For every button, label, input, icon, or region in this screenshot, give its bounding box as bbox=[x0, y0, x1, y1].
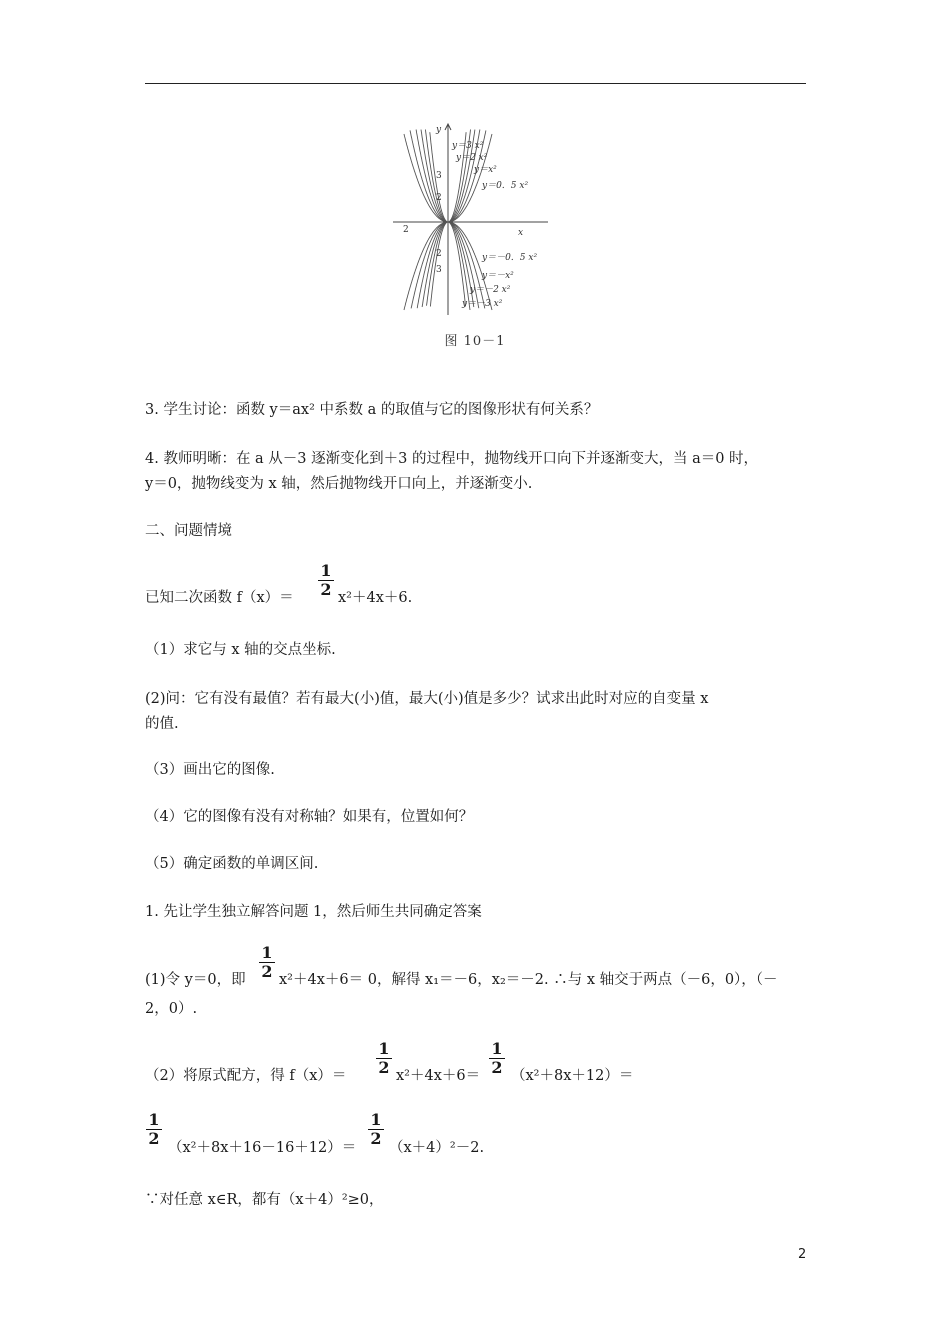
question-1: （1）求它与 x 轴的交点坐标. bbox=[145, 642, 336, 658]
label-top-1: y＝2 x² bbox=[456, 153, 488, 163]
frac-den: 2 bbox=[491, 1058, 503, 1077]
answer-1-pre: (1)令 y＝0，即 bbox=[145, 972, 246, 988]
answer-4: ∵对任意 x∈R，都有（x＋4）²≥0， bbox=[145, 1192, 384, 1208]
fraction-half bbox=[146, 1112, 162, 1147]
para-3: 3. 学生讨论：函数 y＝ax² 中系数 a 的取值与它的图像形状有何关系？ bbox=[145, 402, 599, 418]
frac-num: 1 bbox=[148, 1110, 160, 1129]
question-2a: (2)问：它有没有最值？若有最大(小)值，最大(小)值是多少？试求出此时对应的自变量 x bbox=[145, 691, 709, 707]
label-bot-0: y＝－0．5 x² bbox=[482, 253, 538, 263]
tick-xn2: 2 bbox=[403, 225, 409, 235]
page-number: 2 bbox=[798, 1247, 807, 1262]
parabola-figure bbox=[388, 120, 563, 320]
step-1: 1. 先让学生独立解答问题 1，然后师生共同确定答案 bbox=[145, 904, 482, 920]
answer-2-post: （x²＋8x＋12）＝ bbox=[511, 1068, 634, 1084]
tick-yn3: 3 bbox=[436, 265, 442, 275]
fraction-half bbox=[368, 1112, 384, 1147]
fraction-half bbox=[259, 945, 275, 980]
frac-den: 2 bbox=[261, 962, 273, 981]
para-4b: y＝0，抛物线变为 x 轴，然后抛物线开口向上，并逐渐变小. bbox=[145, 476, 533, 492]
given-pre: 已知二次函数 f（x）＝ bbox=[145, 590, 294, 606]
fraction-half bbox=[489, 1041, 505, 1076]
x-axis-label: x bbox=[518, 228, 524, 238]
frac-num: 1 bbox=[378, 1039, 390, 1058]
question-4: （4）它的图像有没有对称轴？如果有，位置如何？ bbox=[145, 809, 474, 825]
tick-y3: 3 bbox=[436, 171, 442, 181]
para-4a: 4. 教师明晰：在 a 从－3 逐渐变化到＋3 的过程中，抛物线开口向下并逐渐变大，当 a＝0 时， bbox=[145, 451, 759, 467]
fraction-half bbox=[376, 1041, 392, 1076]
fraction-half bbox=[318, 563, 334, 598]
answer-2-pre: （2）将原式配方，得 f（x）＝ bbox=[145, 1068, 347, 1084]
answer-3-mid: （x²＋8x＋16－16＋12）＝ bbox=[168, 1140, 357, 1156]
label-bot-1: y＝－x² bbox=[482, 271, 514, 281]
answer-1b: 2，0）. bbox=[145, 1001, 198, 1017]
label-top-3: y＝0．5 x² bbox=[482, 181, 529, 191]
frac-num: 1 bbox=[370, 1110, 382, 1129]
label-top-2: y＝x² bbox=[474, 165, 497, 175]
section-heading: 二、问题情境 bbox=[145, 523, 232, 539]
answer-2-mid: x²＋4x＋6＝ bbox=[396, 1068, 481, 1084]
question-3: （3）画出它的图像. bbox=[145, 762, 275, 778]
given-post: x²＋4x＋6. bbox=[338, 590, 413, 606]
question-5: （5）确定函数的单调区间. bbox=[145, 856, 319, 872]
tick-yn2: 2 bbox=[436, 249, 442, 259]
frac-den: 2 bbox=[320, 580, 332, 599]
label-top-0: y＝3 x² bbox=[452, 141, 484, 151]
figure-caption: 图 10－1 bbox=[444, 334, 506, 349]
y-axis-label: y bbox=[436, 125, 442, 135]
label-bot-2: y＝－2 x² bbox=[470, 285, 511, 295]
answer-1-post: x²＋4x＋6＝ 0，解得 x₁＝－6，x₂＝－2. ∴与 x 轴交于两点（－6，0），（－ bbox=[279, 972, 778, 988]
header-rule bbox=[145, 83, 806, 84]
frac-num: 1 bbox=[261, 943, 273, 962]
tick-y2: 2 bbox=[436, 193, 442, 203]
frac-den: 2 bbox=[370, 1129, 382, 1148]
frac-num: 1 bbox=[491, 1039, 503, 1058]
question-2b: 的值. bbox=[145, 716, 179, 732]
frac-den: 2 bbox=[378, 1058, 390, 1077]
label-bot-3: y＝－3 x² bbox=[462, 299, 503, 309]
answer-3-post: （x＋4）²－2. bbox=[389, 1140, 485, 1156]
frac-den: 2 bbox=[148, 1129, 160, 1148]
frac-num: 1 bbox=[320, 561, 332, 580]
